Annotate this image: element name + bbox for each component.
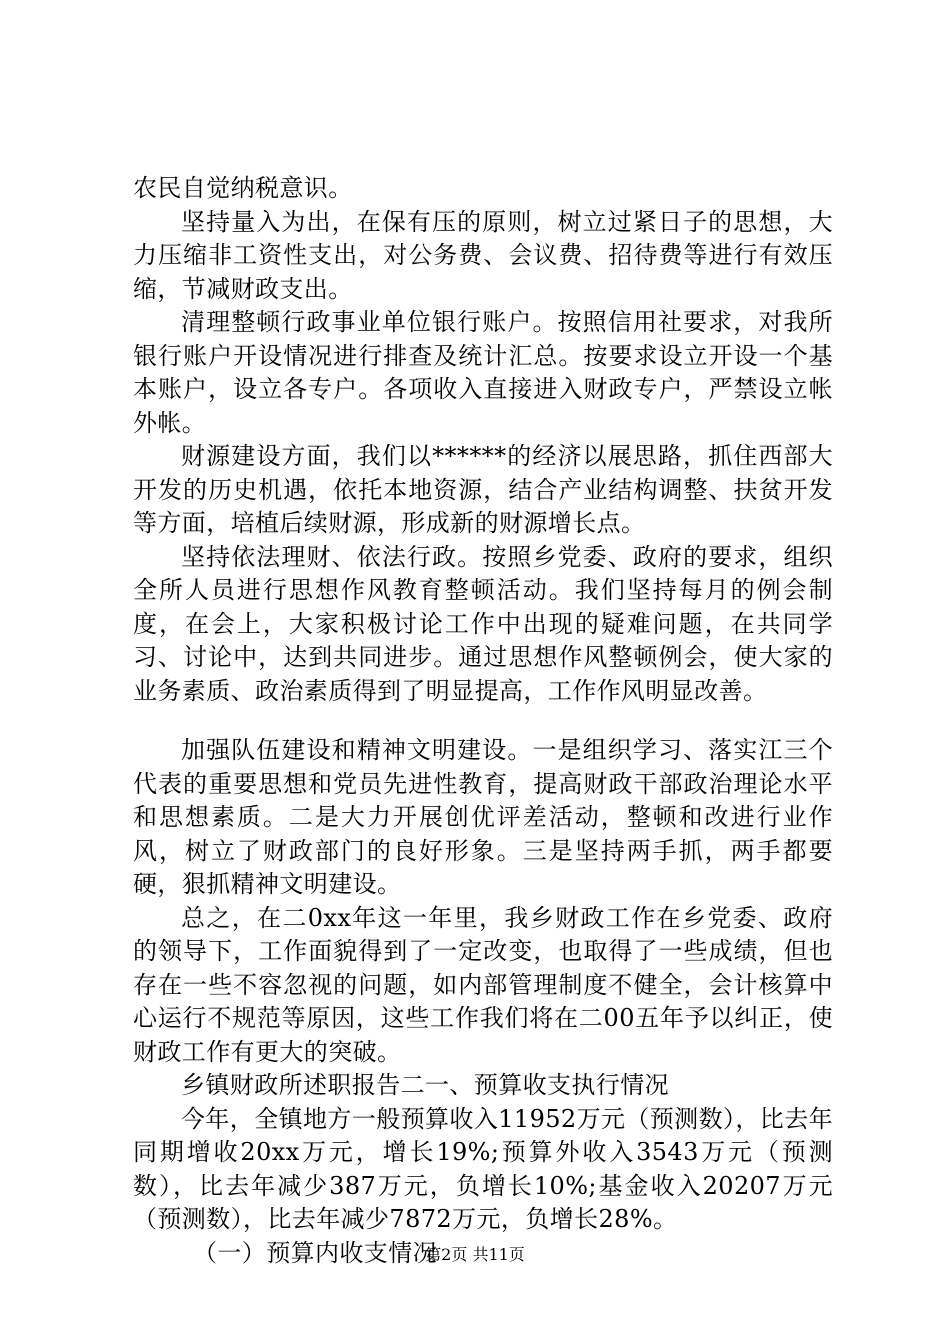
paragraph-summary: 总之，在二0xx年这一年里，我乡财政工作在乡党委、政府的领导下，工作面貌得到了一定改变，也取得了一些成绩，但也存在一些不容忽视的问题，如内部管理制度不健全，会计核算中心运行不规范等原因，这些工作我们将在二00五年予以纠正，使财政工作有更大的突破。 — [133, 903, 833, 1066]
paragraph-bank-accounts: 清理整顿行政事业单位银行账户。按照信用社要求，对我所银行账户开设情况进行排查及统计汇总。按要求设立开设一个基本账户，设立各专户。各项收入直接进入财政专户，严禁设立帐外帐。 — [133, 308, 833, 437]
paragraph-team-building: 加强队伍建设和精神文明建设。一是组织学习、落实江三个代表的重要思想和党员先进性教育，提高财政干部政治理论水平和思想素质。二是大力开展创优评差活动，整顿和改进行业作风，树立了财政部门的良好形象。三是坚持两手抓，两手都要硬，狠抓精神文明建设。 — [133, 736, 833, 898]
page-number-footer: 第2页 共11页 — [425, 1245, 525, 1264]
paragraph-expenditure-control: 坚持量入为出，在保有压的原则，树立过紧日子的思想，大力压缩非工资性支出，对公务费、会议费、招待费等进行有效压缩，节减财政支出。 — [133, 207, 833, 303]
document-body — [133, 172, 833, 1270]
paragraph-lawful-finance: 坚持依法理财、依法行政。按照乡党委、政府的要求，组织全所人员进行思想作风教育整顿活动。我们坚持每月的例会制度，在会上，大家积极讨论工作中出现的疑难问题，在共同学习、讨论中，达到共同进步。通过思想作风整顿例会，使大家的业务素质、政治素质得到了明显提高，工作作风明显改善。 — [133, 542, 833, 705]
section-heading-report-two: 乡镇财政所述职报告二一、预算收支执行情况 — [181, 1071, 669, 1099]
paragraph-revenue-source-building: 财源建设方面，我们以******的经济以展思路，抓住西部大开发的历史机遇，依托本地资源，结合产业结构调整、扶贫开发等方面，培植后续财源，形成新的财源增长点。 — [133, 442, 833, 537]
subsection-heading-budget-internal: （一）预算内收支情况 — [193, 1238, 437, 1267]
paragraph-budget-figures: 今年，全镇地方一般预算收入11952万元（预测数），比去年同期增收20xx万元，增长19%;预算外收入3543万元（预测数），比去年减少387万元，负增长10%;基金收入20207万元（预测数），比去年减少7872万元，负增长28%。 — [133, 1104, 833, 1233]
paragraph-continuation: 农民自觉纳税意识。 — [133, 174, 353, 202]
